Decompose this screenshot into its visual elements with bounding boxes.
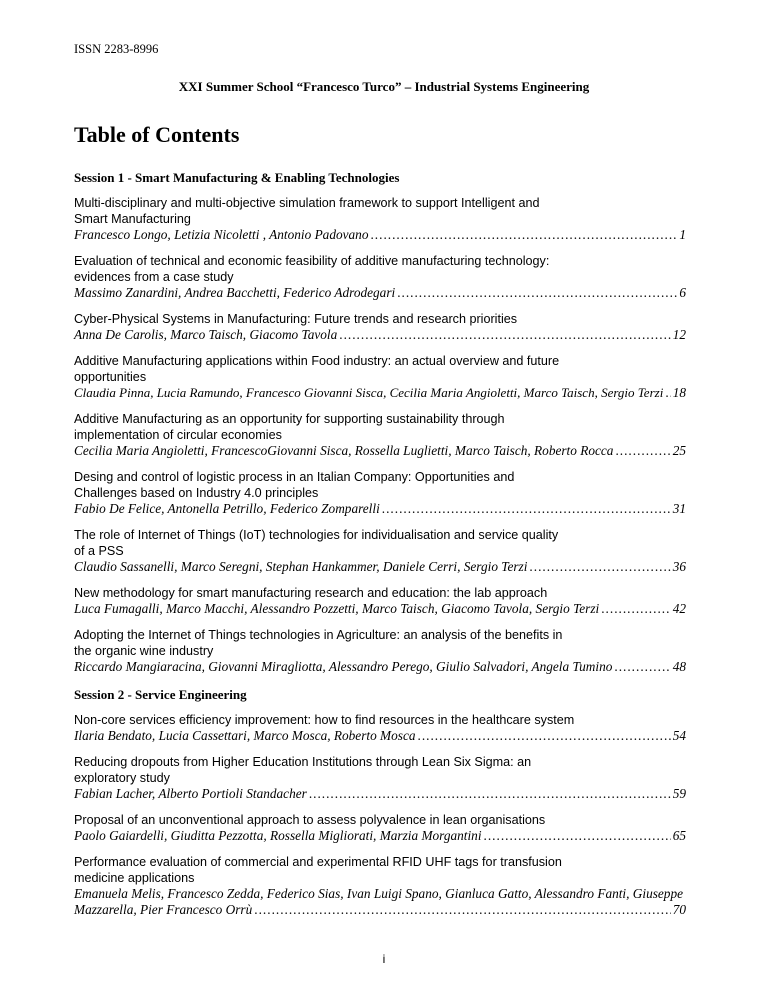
toc-entry[interactable] — [74, 411, 686, 459]
entry-author-line — [74, 786, 686, 802]
entry-page-number: 59 — [672, 786, 686, 801]
toc-entry[interactable] — [74, 469, 686, 517]
school-title: XXI Summer School “Francesco Turco” – Industrial Systems Engineering — [178, 79, 590, 94]
toc-entry[interactable] — [74, 754, 686, 802]
entry-authors: Massimo Zanardini, Andrea Bacchetti, Federico Adrodegari — [74, 285, 396, 300]
dot-leader — [484, 828, 671, 844]
entry-authors: Claudia Pinna, Lucia Ramundo, Francesco Giovanni Sisca, Cecilia Maria Angioletti, Marco Taisch, Sergio Terzi — [74, 385, 664, 400]
entry-page-number: 42 — [672, 601, 686, 616]
entry-title-line: New methodology for smart manufacturing research and education: the lab approach — [74, 586, 548, 600]
entry-title-line: Smart Manufacturing — [74, 212, 191, 226]
entry-title-line: Additive Manufacturing applications within Food industry: an actual overview and future — [74, 354, 560, 368]
entry-author-line — [74, 501, 686, 517]
issn-header: ISSN 2283-8996 — [74, 42, 159, 56]
entry-title-line: Additive Manufacturing as an opportunity for supporting sustainability through — [74, 412, 505, 426]
entry-authors: Luca Fumagalli, Marco Macchi, Alessandro Pozzetti, Marco Taisch, Giacomo Tavola, Sergio Terzi — [74, 601, 600, 616]
entry-title-line: opportunities — [74, 370, 147, 384]
entry-title-line: implementation of circular economies — [74, 428, 282, 442]
entry-page-number: 31 — [672, 501, 686, 516]
entry-author-line — [74, 559, 686, 575]
dot-leader — [529, 559, 670, 575]
toc-entry[interactable] — [74, 253, 686, 301]
toc-entry[interactable] — [74, 627, 686, 675]
entry-authors: Fabio De Felice, Antonella Petrillo, Federico Zomparelli — [74, 501, 380, 516]
entry-page-number: 65 — [672, 828, 686, 843]
entry-authors: Emanuela Melis, Francesco Zedda, Federico Sias, Ivan Luigi Spano, Gianluca Gatto, Alessandro Fanti, Giuseppe — [74, 886, 683, 901]
dot-leader — [418, 728, 671, 744]
entry-title-line: The role of Internet of Things (IoT) technologies for individualisation and service quality — [74, 528, 559, 542]
dot-leader — [339, 327, 670, 343]
entry-title-line: Evaluation of technical and economic feasibility of additive manufacturing technology: — [74, 254, 550, 268]
session-heading: Session 2 - Service Engineering — [74, 687, 247, 702]
toc-entry[interactable] — [74, 854, 686, 918]
entry-title-line: Cyber-Physical Systems in Manufacturing: Future trends and research priorities — [74, 312, 518, 326]
entry-title-line: Non-core services efficiency improvement: how to find resources in the healthcare system — [74, 713, 575, 727]
entry-page-number: 48 — [672, 659, 686, 674]
entry-title-line: Multi-disciplinary and multi-objective simulation framework to support Intelligent and — [74, 196, 540, 210]
toc-entry[interactable] — [74, 527, 686, 575]
entry-authors: Mazzarella, Pier Francesco Orrù — [74, 902, 253, 917]
entry-authors: Francesco Longo, Letizia Nicoletti , Antonio Padovano — [74, 227, 369, 242]
entry-author-line — [74, 902, 686, 918]
entry-page-number: 36 — [672, 559, 686, 574]
session-heading: Session 1 - Smart Manufacturing & Enabling Technologies — [74, 170, 400, 185]
dot-leader — [254, 902, 670, 918]
dot-leader — [397, 285, 677, 301]
toc-entry[interactable] — [74, 812, 686, 844]
entry-author-line — [74, 659, 686, 675]
entry-author-line — [74, 601, 686, 617]
entry-page-number: 70 — [672, 902, 686, 917]
entry-author-line — [74, 828, 686, 844]
toc-entry[interactable] — [74, 585, 686, 617]
entry-title-line: evidences from a case study — [74, 270, 234, 284]
entry-title-line: the organic wine industry — [74, 644, 214, 658]
entry-page-number: 18 — [672, 385, 686, 400]
toc-entry[interactable] — [74, 311, 686, 343]
entry-author-line — [74, 728, 686, 744]
entry-authors: Ilaria Bendato, Lucia Cassettari, Marco Mosca, Roberto Mosca — [74, 728, 416, 743]
toc-entry[interactable] — [74, 353, 686, 401]
dot-leader — [665, 385, 670, 401]
entry-page-number: 25 — [672, 443, 686, 458]
entry-page-number: 6 — [679, 285, 686, 300]
entry-authors: Anna De Carolis, Marco Taisch, Giacomo Tavola — [74, 327, 338, 342]
entry-title-line: Adopting the Internet of Things technologies in Agriculture: an analysis of the benefits in — [74, 628, 563, 642]
entry-authors: Cecilia Maria Angioletti, FrancescoGiovanni Sisca, Rossella Luglietti, Marco Taisch, Roberto Rocca — [74, 443, 614, 458]
entry-author-line — [74, 385, 686, 401]
entry-author-line — [74, 227, 686, 243]
entry-title-line: of a PSS — [74, 544, 124, 558]
entry-title-line: Reducing dropouts from Higher Education Institutions through Lean Six Sigma: an — [74, 755, 532, 769]
entry-authors: Riccardo Mangiaracina, Giovanni Miragliotta, Alessandro Perego, Giulio Salvadori, Angela Tumino — [74, 659, 613, 674]
dot-leader — [615, 443, 670, 459]
entry-authors: Fabian Lacher, Alberto Portioli Standacher — [74, 786, 307, 801]
toc-entry[interactable] — [74, 195, 686, 243]
page-number: i — [382, 952, 386, 966]
entry-title-line: Challenges based on Industry 4.0 principles — [74, 486, 319, 500]
entry-author-line — [74, 285, 686, 301]
entry-title-line: Performance evaluation of commercial and experimental RFID UHF tags for transfusion — [74, 855, 562, 869]
dot-leader — [309, 786, 671, 802]
entry-page-number: 12 — [672, 327, 686, 342]
entry-author-line — [74, 443, 686, 459]
entry-authors: Claudio Sassanelli, Marco Seregni, Stephan Hankammer, Daniele Cerri, Sergio Terzi — [74, 559, 528, 574]
entry-title-line: medicine applications — [74, 871, 195, 885]
toc-entry[interactable] — [74, 712, 686, 744]
entry-title-line: exploratory study — [74, 771, 170, 785]
dot-leader — [370, 227, 677, 243]
entry-title-line: Proposal of an unconventional approach to assess polyvalence in lean organisations — [74, 813, 546, 827]
toc-heading: Table of Contents — [74, 122, 240, 147]
dot-leader — [614, 659, 670, 675]
entry-page-number: 1 — [679, 227, 686, 242]
dot-leader — [601, 601, 670, 617]
dot-leader — [382, 501, 671, 517]
toc-content — [74, 170, 686, 928]
entry-author-line — [74, 327, 686, 343]
entry-page-number: 54 — [672, 728, 686, 743]
entry-title-line: Desing and control of logistic process in an Italian Company: Opportunities and — [74, 470, 515, 484]
entry-authors: Paolo Gaiardelli, Giuditta Pezzotta, Rossella Migliorati, Marzia Morgantini — [74, 828, 482, 843]
